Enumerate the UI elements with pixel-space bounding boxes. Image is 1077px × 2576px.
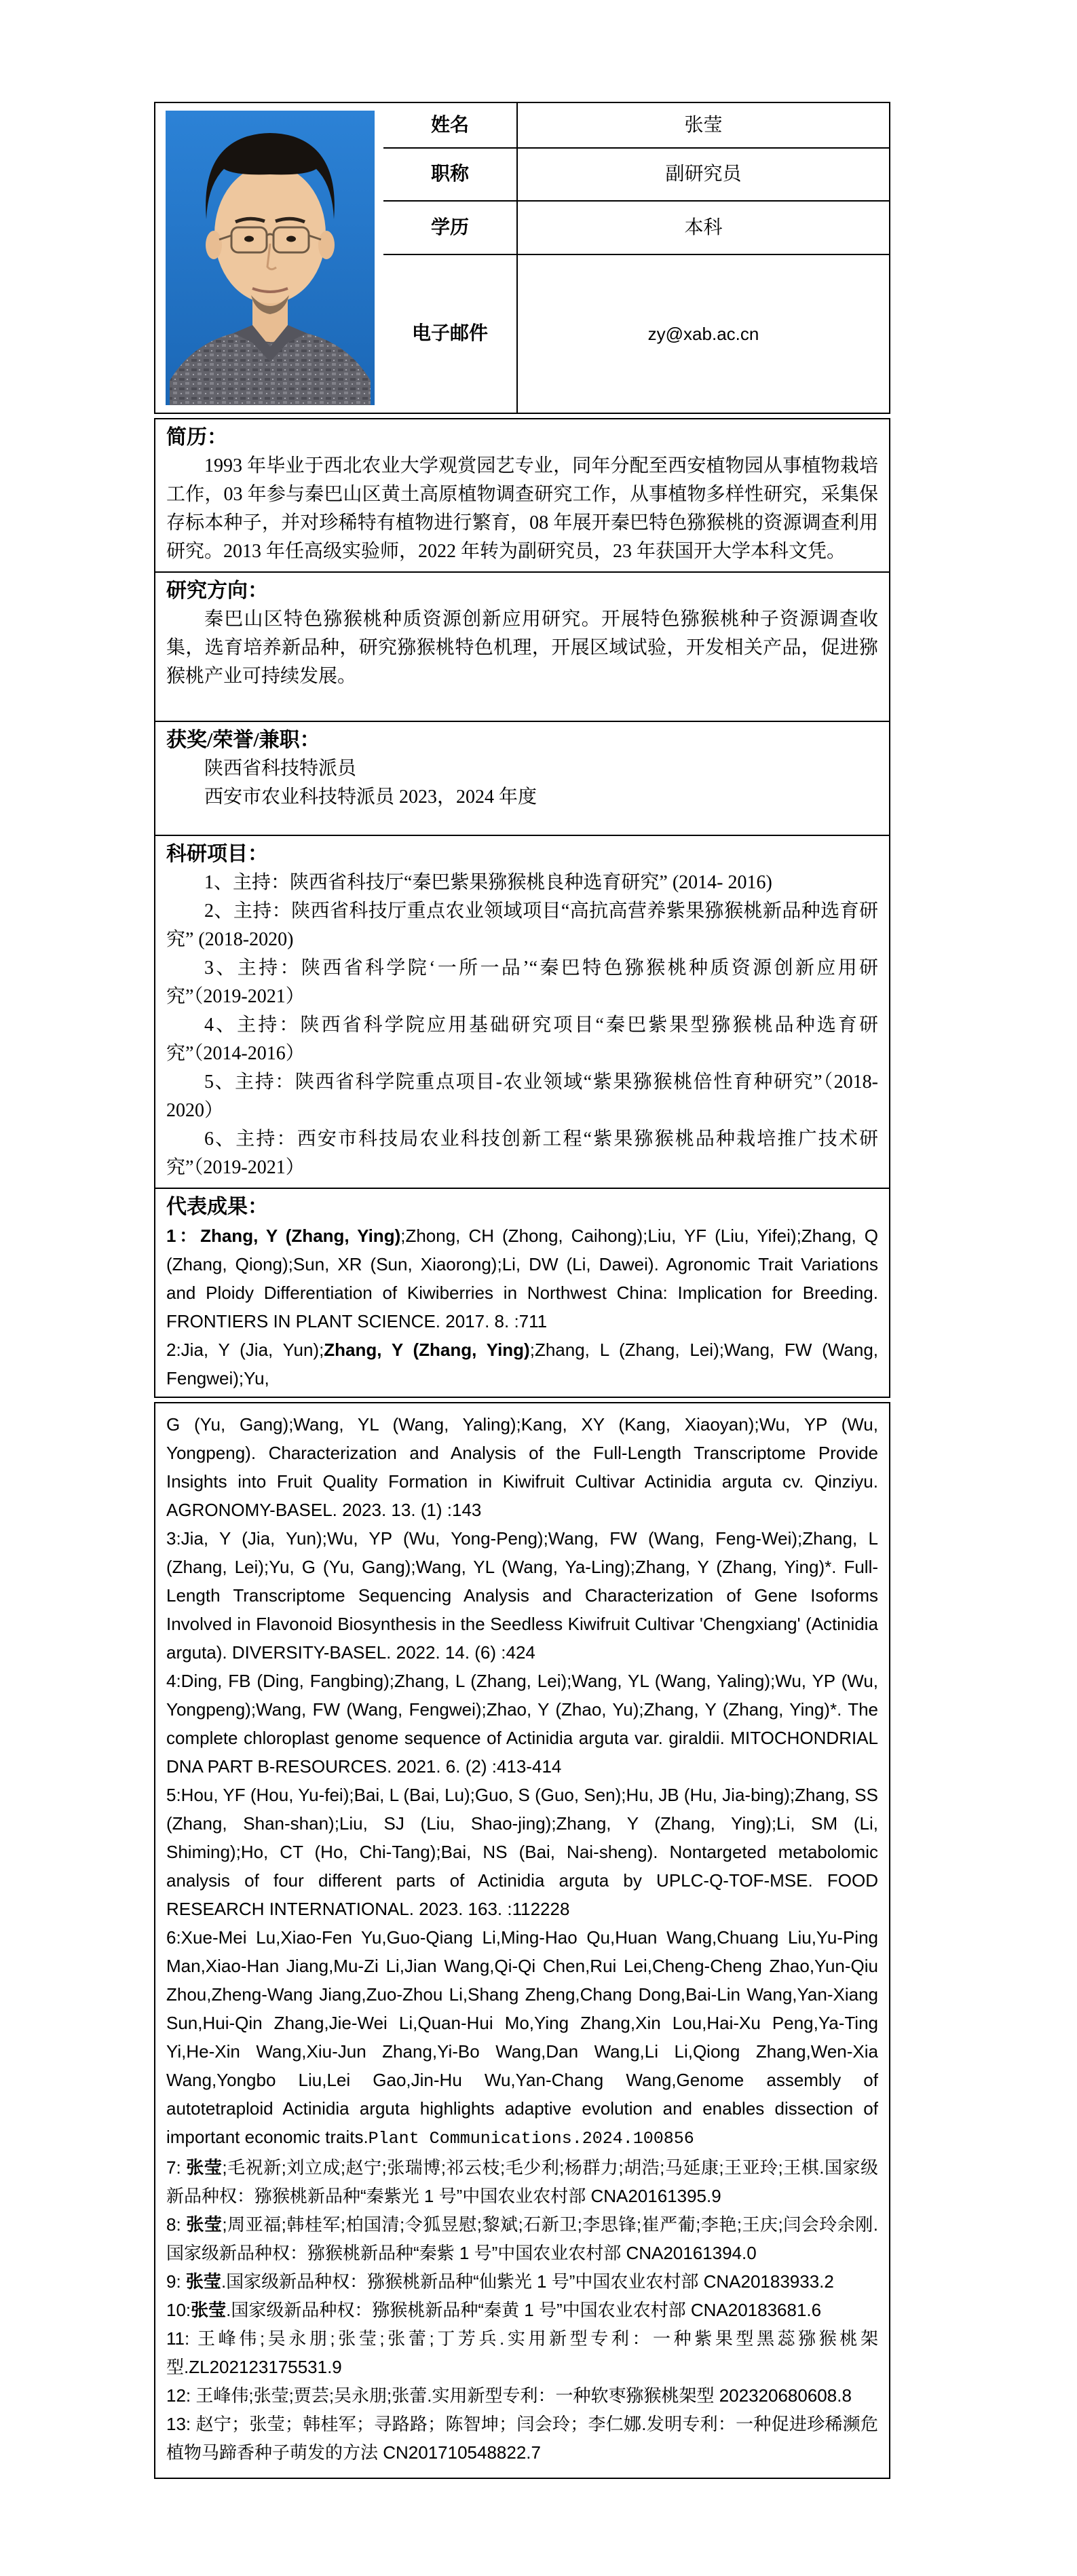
projects-list bbox=[166, 869, 878, 1182]
text-segment: 4、主持：陕西省科学院应用基础研究项目“秦巴紫果型猕猴桃品种选育研究”（2014-2016） bbox=[166, 1015, 878, 1064]
title-value: 副研究员 bbox=[516, 147, 889, 200]
section-resume bbox=[154, 418, 890, 573]
research-paragraph: 秦巴山区特色猕猴桃种质资源创新应用研究。开展特色猕猴桃种子资源调查收集，选育培养新品种，研究猕猴桃特色机理，开展区域试验，开发相关产品，促进猕猴桃产业可持续发展。 bbox=[166, 609, 878, 687]
text-segment: 13: 赵宁；张莹；韩桂军；寻路路；陈智坤；闫会玲；李仁娜.发明专利：一种促进珍稀濒危植物马蹄香种子萌发的方法 CN201710548822.7 bbox=[166, 2414, 878, 2463]
project-item bbox=[166, 897, 878, 954]
publication-item bbox=[166, 1410, 878, 1524]
text-segment: ;Zhang, L (Zhang, Lei);Wang, FW (Wang, Fengwei);Yu, bbox=[166, 1340, 878, 1388]
highlight-author: Zhang, Y (Zhang, Ying) bbox=[324, 1340, 530, 1360]
text-segment: 5:Hou, YF (Hou, Yu-fei);Bai, L (Bai, Lu);Guo, S (Guo, Sen);Hu, JB (Hu, Jia-bing);Zhang, SS (Zhang, Shan-shan);Liu, SJ (Liu, Shao-jing);Zhang, Y (Zhang, Ying);Li, SM (Li, Shiming);Ho, CT (Ho, Chi-Tang);Bai, NS (Bai, Nai-sheng). Nontargeted metabolomic analysis of four different parts of Actinidia arguta by UPLC-Q-TOF-MSE. FOOD RESEARCH INTERNATIONAL. 2023. 163. :112228 bbox=[166, 1785, 878, 1919]
section-projects bbox=[154, 835, 890, 1189]
highlight-author: 张莹 bbox=[185, 2271, 221, 2292]
text-segment: ;Zhong, CH (Zhong, Caihong);Liu, YF (Liu, Yifei);Zhang, Q (Zhang, Qiong);Sun, XR (Sun, Xiaorong);Li, DW (Li, Dawei). Agronomic Trait Variations and Ploidy Differentiation of Kiwiberries in Northwest China: Implication for Breeding. FRONTIERS IN PLANT SCIENCE. 2017. 8. :711 bbox=[166, 1226, 878, 1331]
text-segment: .国家级新品种权：猕猴桃新品种“秦黄 1 号”中国农业农村部 CNA20183681.6 bbox=[226, 2300, 822, 2320]
section-awards bbox=[154, 721, 890, 836]
ears bbox=[206, 231, 222, 259]
profile-document bbox=[154, 102, 890, 2479]
text-segment: 2:Jia, Y (Jia, Yun); bbox=[166, 1340, 324, 1360]
name-value: 张莹 bbox=[516, 103, 889, 147]
publication-item bbox=[166, 1781, 878, 1923]
text-segment: 11: 王峰伟;吴永朋;张莹;张蕾;丁芳兵.实用新型专利：一种紫果型黑蕊猕猴桃架型.ZL202123175531.9 bbox=[166, 2328, 878, 2377]
text-segment: 8: bbox=[166, 2214, 187, 2235]
name-label: 姓名 bbox=[430, 114, 469, 136]
education-value: 本科 bbox=[516, 200, 889, 254]
publication-item bbox=[166, 2381, 878, 2410]
text-segment: 6:Xue-Mei Lu,Xiao-Fen Yu,Guo-Qiang Li,Ming-Hao Qu,Huan Wang,Chuang Liu,Yu-Ping Man,Xiao-Han Jiang,Mu-Zi Li,Jian Wang,Qi-Qi Chen,Rui Lei,Cheng-Cheng Zhao,Yun-Qiu Zhou,Zheng-Wang Jiang,Zuo-Zhou Li,Shang Zheng,Chang Dong,Bai-Lin Wang,Yan-Xiang Sun,Hui-Qin Zhang,Jie-Wei Li,Quan-Hui Mo,Ying Zhang,Xin Lou,Hai-Xu Peng,Ya-Ting Yi,He-Xin Wang,Xiu-Jun Zhang,Yi-Bo Wang,Dan Wang,Li Li,Qiong Zhang,Wen-Xia Wang,Yongbo Liu,Lei Gao,Jin-Hu Wu,Yan-Chang Wang,Genome assembly of autotetraploid Actinidia arguta highlights adaptive evolution and enables dissection of important economic traits. bbox=[166, 1927, 878, 2147]
section-publications bbox=[154, 1188, 890, 1398]
highlight-author: 1：Zhang, Y (Zhang, Ying) bbox=[166, 1226, 401, 1246]
text-segment: 7: bbox=[166, 2157, 187, 2178]
text-segment: 12: 王峰伟;张莹;贾芸;吴永朋;张蕾.实用新型专利：一种软枣猕猴桃架型 202320680608.8 bbox=[166, 2385, 852, 2406]
text-segment: 西安市农业科技特派员 2023，2024 年度 bbox=[204, 787, 537, 808]
text-segment: 2、主持：陕西省科技厅重点农业领域项目“高抗高营养紫果猕猴桃新品种选育研究” (2018-2020) bbox=[166, 901, 878, 950]
publication-item bbox=[166, 1667, 878, 1781]
section-projects-title: 科研项目： bbox=[166, 843, 268, 865]
profile-photo bbox=[166, 111, 375, 405]
award-item bbox=[166, 755, 878, 783]
awards-list bbox=[166, 755, 878, 812]
text-segment: ;毛祝新;刘立成;赵宁;张瑞博;祁云枝;毛少利;杨群力;胡浩;马延康;王亚玲;王棋.国家级新品种权：猕猴桃新品种“秦紫光 1 号”中国农业农村部 CNA20161395.9 bbox=[166, 2157, 878, 2206]
text-segment: .国家级新品种权：猕猴桃新品种“仙紫光 1 号”中国农业农村部 CNA20183933.2 bbox=[221, 2271, 834, 2292]
publications-list-part2 bbox=[166, 1410, 878, 2467]
section-research-title: 研究方向： bbox=[166, 580, 268, 602]
email-value: zy@xab.ac.cn bbox=[516, 254, 889, 413]
publication-item bbox=[166, 1221, 878, 1336]
text-segment: 3:Jia, Y (Jia, Yun);Wu, YP (Wu, Yong-Peng);Wang, FW (Wang, Feng-Wei);Zhang, L (Zhang, Lei);Yu, G (Yu, Gang);Wang, YL (Wang, Ya-Ling);Zhang, Y (Zhang, Ying)*. Full-Length Transcriptome Sequencing Analysis and Characterization of Gene Isoforms Involved in Flavonoid Biosynthesis in the Seedless Kiwifruit Cultivar 'Chengxiang' (Actinidia arguta). DIVERSITY-BASEL. 2022. 14. (6) :424 bbox=[166, 1528, 878, 1663]
publication-item bbox=[166, 2324, 878, 2381]
project-item bbox=[166, 954, 878, 1011]
education-label: 学历 bbox=[383, 200, 516, 254]
text-segment: 4:Ding, FB (Ding, Fangbing);Zhang, L (Zhang, Lei);Wang, YL (Wang, Yaling);Wu, YP (Wu, Yongpeng);Wang, FW (Wang, Fengwei);Zhao, Y (Zhao, Yu);Zhang, Y (Zhang, Ying)*. The complete chloroplast genome sequence of Actinidia arguta var. giraldii. MITOCHONDRIAL DNA PART B-RESOURCES. 2021. 6. (2) :413-414 bbox=[166, 1671, 878, 1777]
publication-item bbox=[166, 2153, 878, 2210]
page-background bbox=[0, 102, 1077, 2576]
title-label: 职称 bbox=[383, 147, 516, 200]
publication-item bbox=[166, 2296, 878, 2324]
highlight-author: 张莹 bbox=[186, 2214, 223, 2235]
publication-item bbox=[166, 1524, 878, 1667]
section-research-direction bbox=[154, 571, 890, 722]
project-item bbox=[166, 869, 878, 897]
highlight-author: 张莹 bbox=[191, 2300, 227, 2320]
section-publications-title: 代表成果： bbox=[166, 1196, 268, 1218]
publications-list-part1 bbox=[166, 1221, 878, 1393]
text-segment: 5、主持：陕西省科学院重点项目-农业领域“紫果猕猴桃倍性育种研究”（2018-2020） bbox=[166, 1072, 878, 1121]
email-label: 电子邮件 bbox=[383, 254, 516, 413]
project-item bbox=[166, 1011, 878, 1068]
project-item bbox=[166, 1068, 878, 1125]
text-segment: Plant Communications.2024.100856 bbox=[368, 2129, 694, 2148]
text-segment: 1、主持：陕西省科技厅“秦巴紫果猕猴桃良种选育研究” (2014- 2016) bbox=[204, 872, 772, 893]
section-awards-title: 获奖/荣誉/兼职： bbox=[166, 729, 320, 751]
photo-cell bbox=[155, 103, 383, 413]
text-segment: 6、主持：西安市科技局农业科技创新工程“紫果猕猴桃品种栽培推广技术研究”（2019-2021） bbox=[166, 1129, 878, 1178]
publication-item bbox=[166, 1923, 878, 2153]
highlight-author: 张莹 bbox=[186, 2157, 223, 2178]
text-segment: 9: bbox=[166, 2271, 186, 2292]
text-segment: 陕西省科技特派员 bbox=[204, 758, 357, 779]
text-segment: G (Yu, Gang);Wang, YL (Wang, Yaling);Kang, XY (Kang, Xiaoyan);Wu, YP (Wu, Yongpeng). Characterization and Analysis of the Full-Length Transcriptome Provide Insights into Fruit Quality Formation in Kiwifruit Cultivar Actinidia arguta cv. Qinziyu. AGRONOMY-BASEL. 2023. 13. (1) :143 bbox=[166, 1414, 878, 1520]
section-publications-continued bbox=[154, 1402, 890, 2479]
publication-item bbox=[166, 2210, 878, 2267]
publication-item bbox=[166, 1336, 878, 1393]
publication-item bbox=[166, 2267, 878, 2296]
text-segment: 3、主持：陕西省科学院‘一所一品’“秦巴特色猕猴桃种质资源创新应用研究”（2019-2021） bbox=[166, 958, 878, 1007]
text-segment: ;周亚福;韩桂军;柏国清;令狐昱慰;黎斌;石新卫;李思锋;崔严葡;李艳;王庆;闫会玲余刚.国家级新品种权：猕猴桃新品种“秦紫 1 号”中国农业农村部 CNA20161394.0 bbox=[166, 2214, 878, 2263]
project-item bbox=[166, 1125, 878, 1182]
profile-table bbox=[154, 102, 890, 414]
text-segment: 10: bbox=[166, 2300, 191, 2320]
section-resume-title: 简历： bbox=[166, 426, 227, 449]
resume-paragraph: 1993 年毕业于西北农业大学观赏园艺专业，同年分配至西安植物园从事植物栽培工作，03 年参与秦巴山区黄土高原植物调查研究工作，从事植物多样性研究，采集保存标本种子，并对珍稀特有植物进行繁育，08 年展开秦巴特色猕猴桃的资源调查利用研究。2013 年任高级实验师，2022 年转为副研究员，23 年获国开大学本科文凭。 bbox=[166, 455, 878, 562]
publication-item bbox=[166, 2410, 878, 2467]
award-item bbox=[166, 783, 878, 812]
eyes bbox=[244, 236, 254, 242]
